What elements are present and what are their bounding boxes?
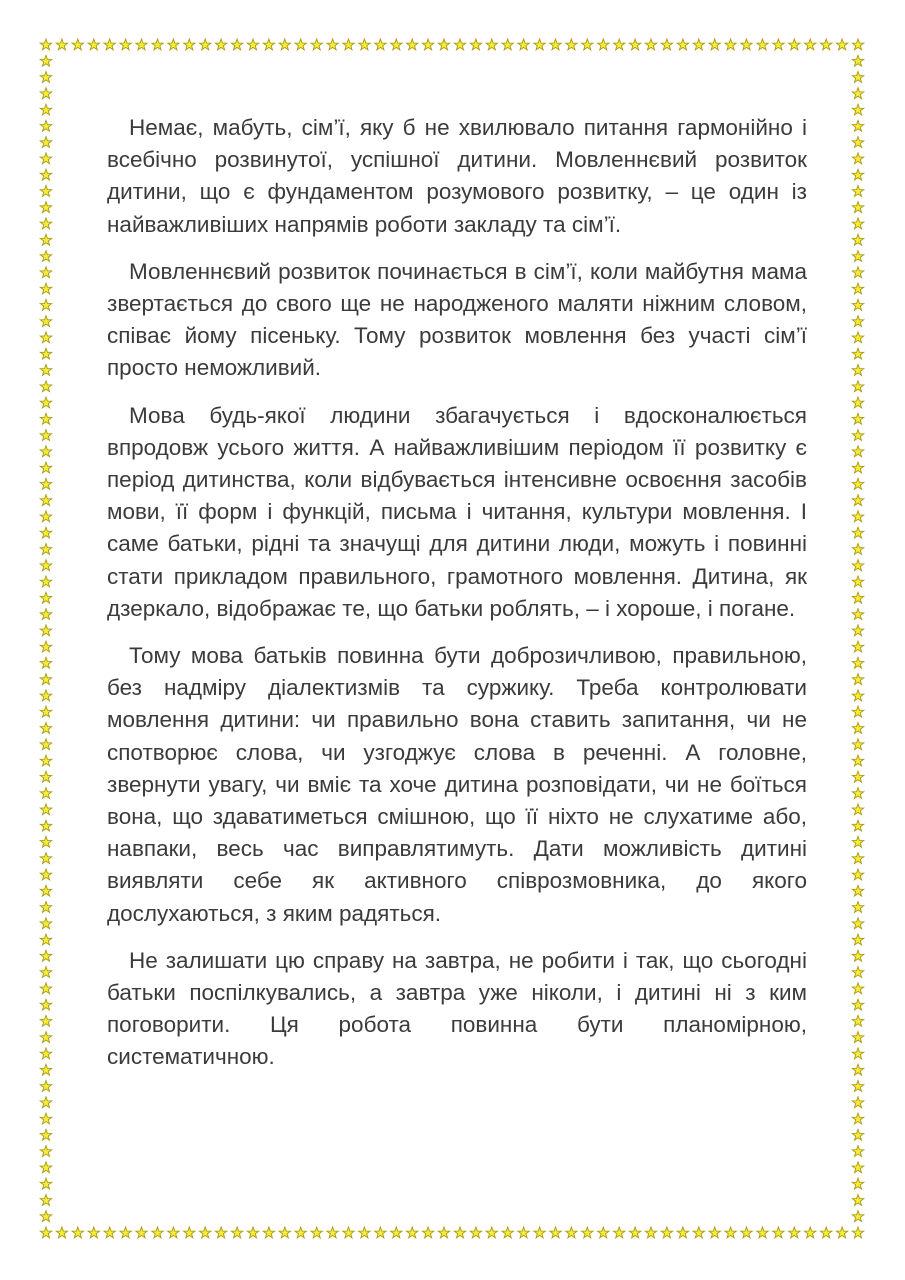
star-icon	[40, 869, 51, 880]
star-icon	[56, 1227, 67, 1238]
star-icon	[406, 1227, 417, 1238]
star-icon	[184, 1227, 195, 1238]
star-icon	[40, 283, 51, 294]
star-icon	[40, 576, 51, 587]
star-icon	[852, 153, 863, 164]
star-icon	[40, 316, 51, 327]
star-icon	[852, 1227, 863, 1238]
star-icon	[40, 657, 51, 668]
star-icon	[852, 169, 863, 180]
star-icon	[725, 39, 736, 50]
star-icon	[199, 39, 210, 50]
star-icon	[375, 39, 386, 50]
star-icon	[725, 1227, 736, 1238]
star-icon	[852, 299, 863, 310]
star-icon	[279, 39, 290, 50]
star-icon	[852, 544, 863, 555]
star-icon	[852, 1048, 863, 1059]
star-icon	[852, 902, 863, 913]
star-icon	[852, 478, 863, 489]
star-icon	[852, 690, 863, 701]
star-icon	[422, 39, 433, 50]
star-icon	[613, 1227, 624, 1238]
star-icon	[470, 1227, 481, 1238]
star-icon	[852, 72, 863, 83]
star-icon	[199, 1227, 210, 1238]
star-icon	[40, 365, 51, 376]
star-icon	[677, 39, 688, 50]
star-icon	[40, 804, 51, 815]
star-icon	[598, 1227, 609, 1238]
star-icon	[741, 39, 752, 50]
star-icon	[40, 88, 51, 99]
star-icon	[852, 1064, 863, 1075]
star-icon	[40, 495, 51, 506]
star-icon	[40, 186, 51, 197]
star-icon	[40, 706, 51, 717]
star-icon	[852, 999, 863, 1010]
star-icon	[852, 1146, 863, 1157]
star-icon	[40, 1227, 51, 1238]
star-icon	[263, 1227, 274, 1238]
star-icon	[502, 39, 513, 50]
star-icon	[40, 397, 51, 408]
star-icon	[852, 1211, 863, 1222]
star-icon	[40, 234, 51, 245]
star-icon	[454, 1227, 465, 1238]
star-icon	[852, 511, 863, 522]
star-icon	[852, 137, 863, 148]
paragraph-1: Немає, мабуть, сім’ї, яку б не хвилювало питання гармонійно і всебічно розвинутої, успішної дитини. Мовленнєвий розвиток дитини, що є фундаментом розумового розвитку, – це один із найважливіших напрямів роботи закладу та сім’ї.	[107, 115, 807, 237]
star-icon	[852, 625, 863, 636]
star-icon	[40, 381, 51, 392]
star-icon	[120, 1227, 131, 1238]
star-icon	[661, 39, 672, 50]
star-icon	[406, 39, 417, 50]
star-icon	[40, 1064, 51, 1075]
star-icon	[852, 657, 863, 668]
star-icon	[40, 1113, 51, 1124]
star-icon	[852, 788, 863, 799]
star-icon	[247, 39, 258, 50]
star-icon	[852, 1081, 863, 1092]
star-icon	[40, 820, 51, 831]
star-icon	[709, 39, 720, 50]
star-icon	[836, 1227, 847, 1238]
star-icon	[40, 609, 51, 620]
star-icon	[852, 186, 863, 197]
star-icon	[327, 39, 338, 50]
star-icon	[40, 885, 51, 896]
star-icon	[677, 1227, 688, 1238]
star-icon	[852, 804, 863, 815]
star-icon	[311, 39, 322, 50]
star-icon	[40, 1162, 51, 1173]
star-icon	[375, 1227, 386, 1238]
star-icon	[391, 39, 402, 50]
star-icon	[852, 918, 863, 929]
star-icon	[40, 999, 51, 1010]
paragraph-4: Тому мова батьків повинна бути доброзичливою, правильною, без надміру діалектизмів та суржику. Треба контролювати мовлення дитини: чи правильно вона ставить запитання, чи не спотворює слова, чи узгоджує слова в реченні. А головне, звернути увагу, чи вміє та хоче дитина розповідати, чи не боїться вона, що здаватиметься смішною, що її ніхто не слухатиме або, навпаки, весь час виправлятимуть. Дати можливість дитині виявляти себе як активного співрозмовника, до якого дослухаються, з яким радяться.	[107, 643, 807, 926]
star-icon	[852, 609, 863, 620]
star-icon	[40, 218, 51, 229]
star-icon	[359, 1227, 370, 1238]
star-icon	[852, 251, 863, 262]
star-icon	[295, 39, 306, 50]
document-body	[107, 112, 807, 1089]
star-icon	[629, 39, 640, 50]
star-icon	[486, 1227, 497, 1238]
star-icon	[88, 39, 99, 50]
star-icon	[104, 39, 115, 50]
star-icon	[40, 560, 51, 571]
star-icon	[72, 1227, 83, 1238]
star-icon	[852, 983, 863, 994]
star-icon	[518, 39, 529, 50]
star-icon	[247, 1227, 258, 1238]
paragraph-5: Не залишати цю справу на завтра, не робити і так, що сьогодні батьки поспілкувались, а завтра уже ніколи, і дитині ні з ким поговорити. Ця робота повинна бути планомірною, систематичною.	[107, 947, 807, 1070]
star-icon	[40, 267, 51, 278]
star-icon	[852, 104, 863, 115]
star-icon	[852, 706, 863, 717]
star-icon	[40, 1178, 51, 1189]
star-icon	[40, 462, 51, 473]
star-icon	[40, 641, 51, 652]
star-icon	[852, 560, 863, 571]
star-icon	[40, 902, 51, 913]
star-icon	[852, 1097, 863, 1108]
star-icon	[40, 723, 51, 734]
star-icon	[804, 1227, 815, 1238]
star-icon	[215, 39, 226, 50]
star-icon	[438, 1227, 449, 1238]
star-icon	[852, 218, 863, 229]
star-icon	[852, 820, 863, 831]
star-icon	[852, 1032, 863, 1043]
star-icon	[852, 1178, 863, 1189]
star-icon	[231, 39, 242, 50]
star-icon	[852, 674, 863, 685]
star-icon	[40, 332, 51, 343]
star-icon	[852, 88, 863, 99]
star-icon	[598, 39, 609, 50]
star-icon	[40, 625, 51, 636]
star-icon	[852, 1129, 863, 1140]
star-icon	[40, 120, 51, 131]
star-icon	[486, 39, 497, 50]
star-icon	[693, 1227, 704, 1238]
star-icon	[852, 120, 863, 131]
star-icon	[136, 1227, 147, 1238]
star-icon	[789, 39, 800, 50]
star-icon	[311, 1227, 322, 1238]
star-icon	[295, 1227, 306, 1238]
star-icon	[852, 39, 863, 50]
star-icon	[852, 365, 863, 376]
star-icon	[852, 446, 863, 457]
star-icon	[343, 1227, 354, 1238]
star-icon	[40, 950, 51, 961]
star-icon	[820, 1227, 831, 1238]
star-icon	[852, 332, 863, 343]
star-icon	[343, 39, 354, 50]
star-icon	[40, 430, 51, 441]
star-icon	[40, 478, 51, 489]
star-icon	[56, 39, 67, 50]
star-icon	[852, 527, 863, 538]
star-icon	[215, 1227, 226, 1238]
star-icon	[168, 1227, 179, 1238]
star-icon	[852, 885, 863, 896]
star-icon	[757, 1227, 768, 1238]
star-icon	[40, 104, 51, 115]
star-icon	[852, 869, 863, 880]
star-icon	[534, 39, 545, 50]
star-icon	[120, 39, 131, 50]
star-icon	[88, 1227, 99, 1238]
star-icon	[327, 1227, 338, 1238]
paragraph-3: Мова будь-якої людини збагачується і вдосконалюється впродовж усього життя. А найважливішим періодом її розвитку є період дитинства, коли відбувається інтенсивне освоєння засобів мови, її форм і функцій, письма і читання, культури мовлення. І саме батьки, рідні та значущі для дитини люди, можуть і повинні стати прикладом правильного, грамотного мовлення. Дитина, як дзеркало, відображає те, що батьки роблять, – і хороше, і погане.	[107, 402, 807, 621]
star-icon	[359, 39, 370, 50]
star-icon	[502, 1227, 513, 1238]
star-icon	[836, 39, 847, 50]
star-icon	[40, 1081, 51, 1092]
star-icon	[136, 39, 147, 50]
star-icon	[852, 413, 863, 424]
star-icon	[40, 1129, 51, 1140]
star-icon	[852, 1162, 863, 1173]
star-icon	[40, 755, 51, 766]
star-icon	[534, 1227, 545, 1238]
star-icon	[852, 592, 863, 603]
star-icon	[40, 1097, 51, 1108]
star-icon	[152, 39, 163, 50]
star-icon	[104, 1227, 115, 1238]
star-icon	[279, 1227, 290, 1238]
star-icon	[741, 1227, 752, 1238]
star-icon	[852, 853, 863, 864]
star-icon	[40, 55, 51, 66]
star-icon	[40, 674, 51, 685]
star-icon	[852, 397, 863, 408]
star-icon	[852, 739, 863, 750]
star-icon	[40, 771, 51, 782]
star-icon	[566, 39, 577, 50]
star-icon	[852, 771, 863, 782]
star-icon	[40, 1195, 51, 1206]
star-icon	[661, 1227, 672, 1238]
star-icon	[852, 462, 863, 473]
star-icon	[438, 39, 449, 50]
star-icon	[852, 267, 863, 278]
star-icon	[40, 137, 51, 148]
star-icon	[152, 1227, 163, 1238]
star-icon	[40, 72, 51, 83]
star-icon	[582, 39, 593, 50]
star-icon	[550, 39, 561, 50]
star-icon	[518, 1227, 529, 1238]
star-icon	[454, 39, 465, 50]
star-icon	[852, 348, 863, 359]
star-icon	[40, 1146, 51, 1157]
star-icon	[852, 202, 863, 213]
star-icon	[852, 723, 863, 734]
star-icon	[852, 576, 863, 587]
star-icon	[40, 788, 51, 799]
star-icon	[789, 1227, 800, 1238]
star-icon	[773, 39, 784, 50]
star-icon	[40, 983, 51, 994]
star-icon	[852, 1015, 863, 1026]
star-icon	[550, 1227, 561, 1238]
star-icon	[40, 739, 51, 750]
star-icon	[40, 1032, 51, 1043]
star-icon	[757, 39, 768, 50]
star-icon	[40, 169, 51, 180]
star-icon	[852, 934, 863, 945]
star-icon	[40, 348, 51, 359]
star-icon	[168, 39, 179, 50]
star-icon	[40, 202, 51, 213]
star-icon	[613, 39, 624, 50]
star-icon	[645, 1227, 656, 1238]
star-icon	[852, 836, 863, 847]
paragraph-2: Мовленнєвий розвиток починається в сім’ї, коли майбутня мама звертається до свого ще не народженого маляти ніжним словом, співає йому пісеньку. Тому розвиток мовлення без участі сім’ї просто неможливий.	[107, 258, 807, 381]
star-icon	[40, 836, 51, 847]
star-icon	[852, 1195, 863, 1206]
star-icon	[40, 690, 51, 701]
star-icon	[566, 1227, 577, 1238]
star-icon	[40, 934, 51, 945]
star-icon	[40, 918, 51, 929]
star-icon	[852, 55, 863, 66]
star-icon	[40, 1015, 51, 1026]
star-icon	[852, 283, 863, 294]
star-icon	[852, 430, 863, 441]
star-icon	[40, 544, 51, 555]
star-icon	[582, 1227, 593, 1238]
star-icon	[40, 446, 51, 457]
star-icon	[709, 1227, 720, 1238]
star-icon	[852, 381, 863, 392]
star-icon	[40, 1211, 51, 1222]
star-icon	[40, 527, 51, 538]
star-icon	[40, 299, 51, 310]
star-icon	[852, 755, 863, 766]
star-icon	[72, 39, 83, 50]
star-icon	[40, 39, 51, 50]
star-icon	[40, 1048, 51, 1059]
star-icon	[852, 641, 863, 652]
star-icon	[40, 592, 51, 603]
star-icon	[773, 1227, 784, 1238]
star-icon	[40, 511, 51, 522]
star-icon	[852, 495, 863, 506]
star-icon	[804, 39, 815, 50]
star-icon	[629, 1227, 640, 1238]
star-icon	[852, 316, 863, 327]
star-icon	[693, 39, 704, 50]
star-icon	[184, 39, 195, 50]
star-icon	[470, 39, 481, 50]
star-icon	[40, 967, 51, 978]
star-icon	[263, 39, 274, 50]
star-icon	[422, 1227, 433, 1238]
star-icon	[40, 853, 51, 864]
star-icon	[40, 413, 51, 424]
star-icon	[820, 39, 831, 50]
star-icon	[40, 153, 51, 164]
star-icon	[852, 950, 863, 961]
star-icon	[852, 1113, 863, 1124]
star-icon	[852, 234, 863, 245]
star-icon	[231, 1227, 242, 1238]
star-icon	[645, 39, 656, 50]
star-icon	[391, 1227, 402, 1238]
star-icon	[852, 967, 863, 978]
star-icon	[40, 251, 51, 262]
